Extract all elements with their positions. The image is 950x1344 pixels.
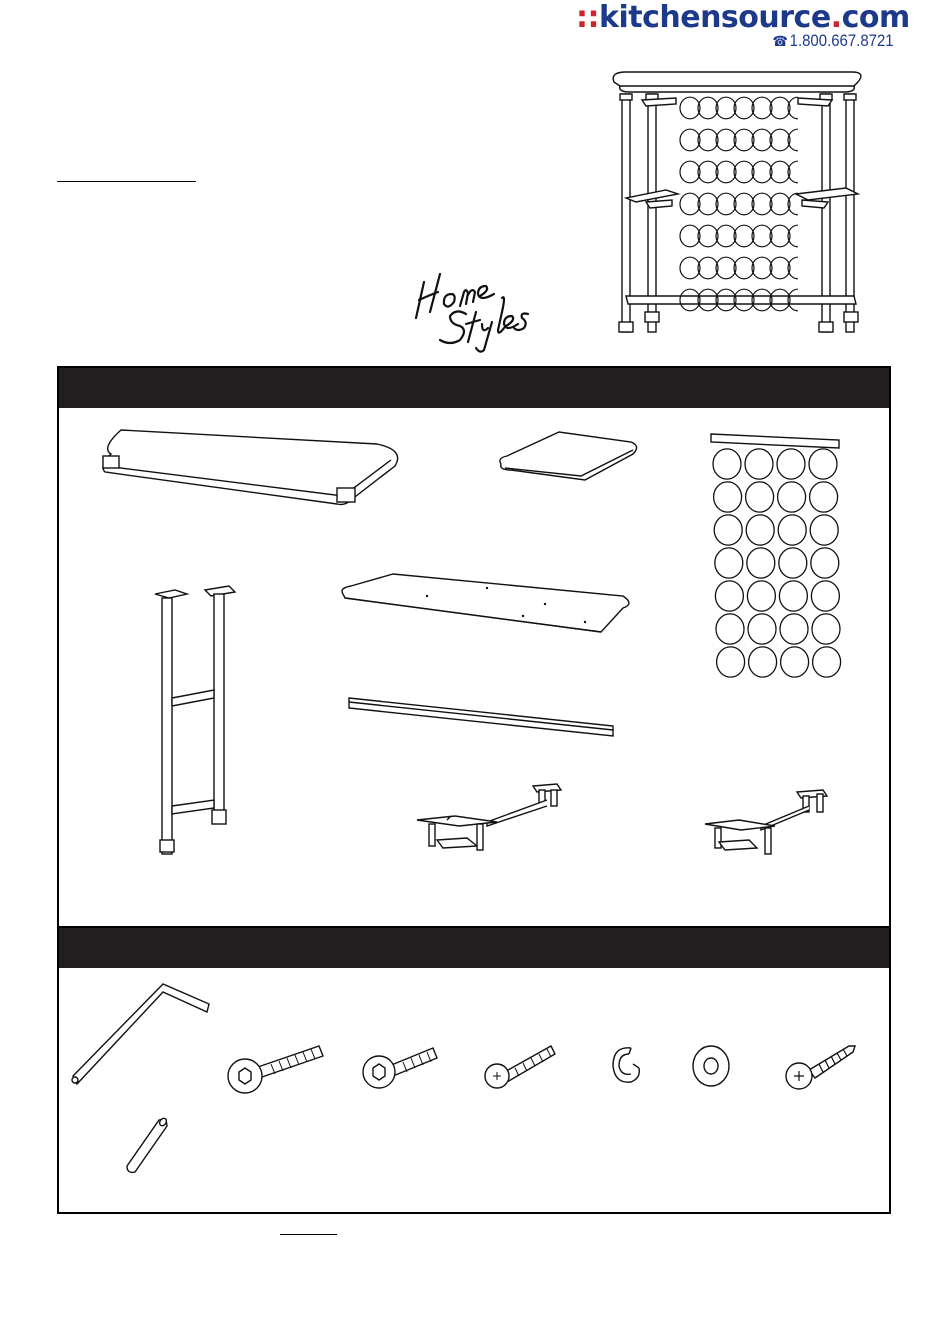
hardware-section-header — [59, 928, 889, 968]
homestyles-brand-mark — [410, 262, 540, 352]
part-wine-ring-rack — [709, 430, 859, 692]
part-small-shelf — [497, 430, 643, 482]
part-top-panel — [101, 426, 407, 510]
telephone-icon: ☎ — [772, 33, 789, 49]
logo-phone — [773, 31, 894, 51]
phillips-wood-screw — [783, 1038, 859, 1092]
hardware-section — [57, 926, 891, 1214]
logo-wordmark — [576, 0, 910, 35]
parts-section — [57, 366, 891, 928]
parts-section-header — [59, 368, 889, 408]
logo-tld: com — [841, 0, 910, 35]
part-glass-holder-right — [705, 790, 835, 862]
logo-name: kitchensource — [599, 0, 831, 35]
wooden-dowel — [125, 1116, 171, 1174]
medium-bolt — [359, 1036, 443, 1092]
flat-head-screw — [483, 1040, 561, 1090]
part-middle-shelf — [339, 574, 633, 634]
part-leg-frame — [155, 588, 245, 868]
bottom-underline — [280, 1234, 337, 1235]
allen-key — [71, 980, 213, 1086]
logo-phone-number: 1.800.667.8721 — [790, 31, 894, 50]
long-bolt — [223, 1038, 329, 1096]
part-glass-holder-left — [417, 776, 567, 860]
title-underline — [57, 181, 196, 182]
flat-washer — [691, 1042, 733, 1088]
logo-dots: :: — [576, 0, 599, 35]
logo-dot: . — [830, 0, 842, 35]
part-rail-bar — [347, 696, 617, 740]
kitchensource-logo[interactable] — [576, 0, 910, 56]
split-lock-washer — [609, 1042, 645, 1088]
assembled-wine-rack-illustration — [606, 70, 868, 352]
